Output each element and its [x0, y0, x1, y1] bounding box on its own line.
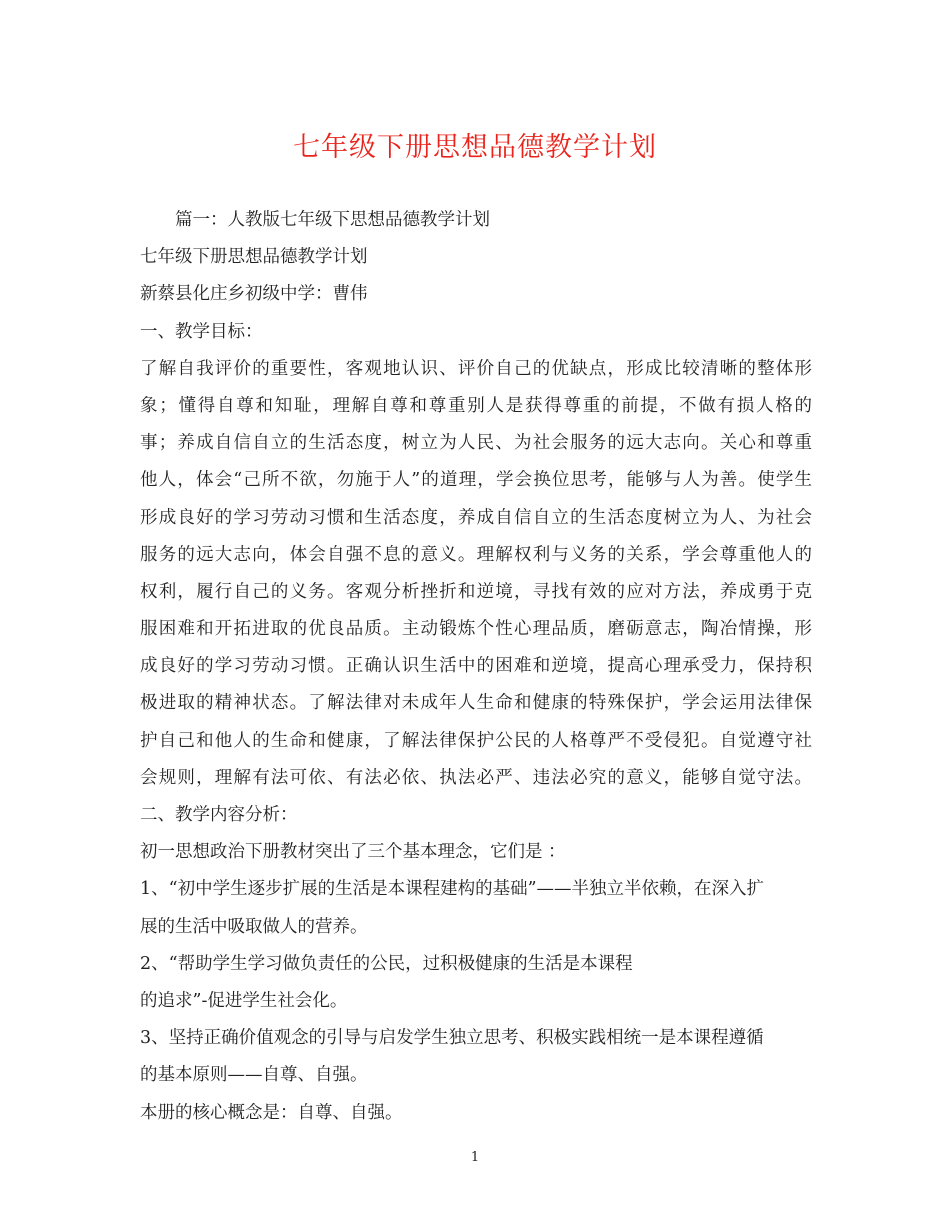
paragraph-line: 事；养成自信自立的生活态度，树立为人民、为社会服务的远大志向。关心和尊重 — [140, 433, 812, 454]
author-line: 新蔡县化庄乡初级中学：曹伟 — [140, 284, 368, 305]
paragraph-line: 会规则，理解有法可依、有法必依、执法必严、违法必究的意义，能够自觉守法。 — [140, 767, 812, 788]
list-item-1-continued: 展的生活中吸取做人的营养。 — [140, 916, 368, 937]
list-item-2-continued: 的追求”-促进学生社会化。 — [140, 990, 348, 1011]
list-item-1: 1、“初中学生逐步扩展的生活是本课程建构的基础”——半独立半依赖，在深入扩 — [140, 879, 765, 900]
core-concept-line: 本册的核心概念是：自尊、自强。 — [140, 1102, 403, 1123]
page-number: 1 — [470, 1150, 480, 1165]
paragraph-line: 了解自我评价的重要性，客观地认识、评价自己的优缺点，形成比较清晰的整体形 — [140, 358, 812, 379]
heading-content-analysis: 二、教学内容分析： — [140, 805, 298, 825]
section-heading-article-1: 篇一：人教版七年级下思想品德教学计划 — [175, 210, 490, 230]
plan-title-line: 七年级下册思想品德教学计划 — [140, 247, 368, 268]
paragraph-line: 服务的远大志向，体会自强不息的意义。理解权利与义务的关系，学会尊重他人的 — [140, 544, 812, 565]
paragraph-line: 极进取的精神状态。了解法律对未成年人生命和健康的特殊保护，学会运用法律保 — [140, 693, 812, 714]
document-body — [140, 202, 812, 1132]
heading-teaching-goals: 一、教学目标： — [140, 321, 263, 342]
paragraph-line: 形成良好的学习劳动习惯和生活态度，养成自信自立的生活态度树立为人、为社会 — [140, 507, 812, 528]
list-item-3-continued: 的基本原则——自尊、自强。 — [140, 1065, 368, 1086]
paragraph-line: 护自己和他人的生命和健康，了解法律保护公民的人格尊严不受侵犯。自觉遵守社 — [140, 730, 812, 751]
paragraph-line: 他人，体会“己所不欲，勿施于人”的道理，学会换位思考，能够与人为善。使学生 — [140, 470, 812, 491]
document-title: 七年级下册思想品德教学计划 — [293, 132, 657, 163]
list-item-2: 2、“帮助学生学习做负责任的公民，过积极健康的生活是本课程 — [140, 953, 633, 974]
paragraph-line: 服困难和开拓进取的优良品质。主动锻炼个性心理品质，磨砺意志，陶冶情操，形 — [140, 619, 812, 640]
paragraph-line: 初一思想政治下册教材突出了三个基本理念，它们是 ： — [140, 842, 566, 863]
paragraph-line: 成良好的学习劳动习惯。正确认识生活中的困难和逆境，提高心理承受力，保持积 — [140, 656, 812, 677]
list-item-3: 3、坚持正确价值观念的引导与启发学生独立思考、积极实践相统一是本课程遵循 — [140, 1028, 764, 1049]
paragraph-line: 权利，履行自己的义务。客观分析挫折和逆境，寻找有效的应对方法，养成勇于克 — [140, 581, 812, 602]
paragraph-line: 象；懂得自尊和知耻，理解自尊和尊重别人是获得尊重的前提，不做有损人格的 — [140, 395, 812, 416]
